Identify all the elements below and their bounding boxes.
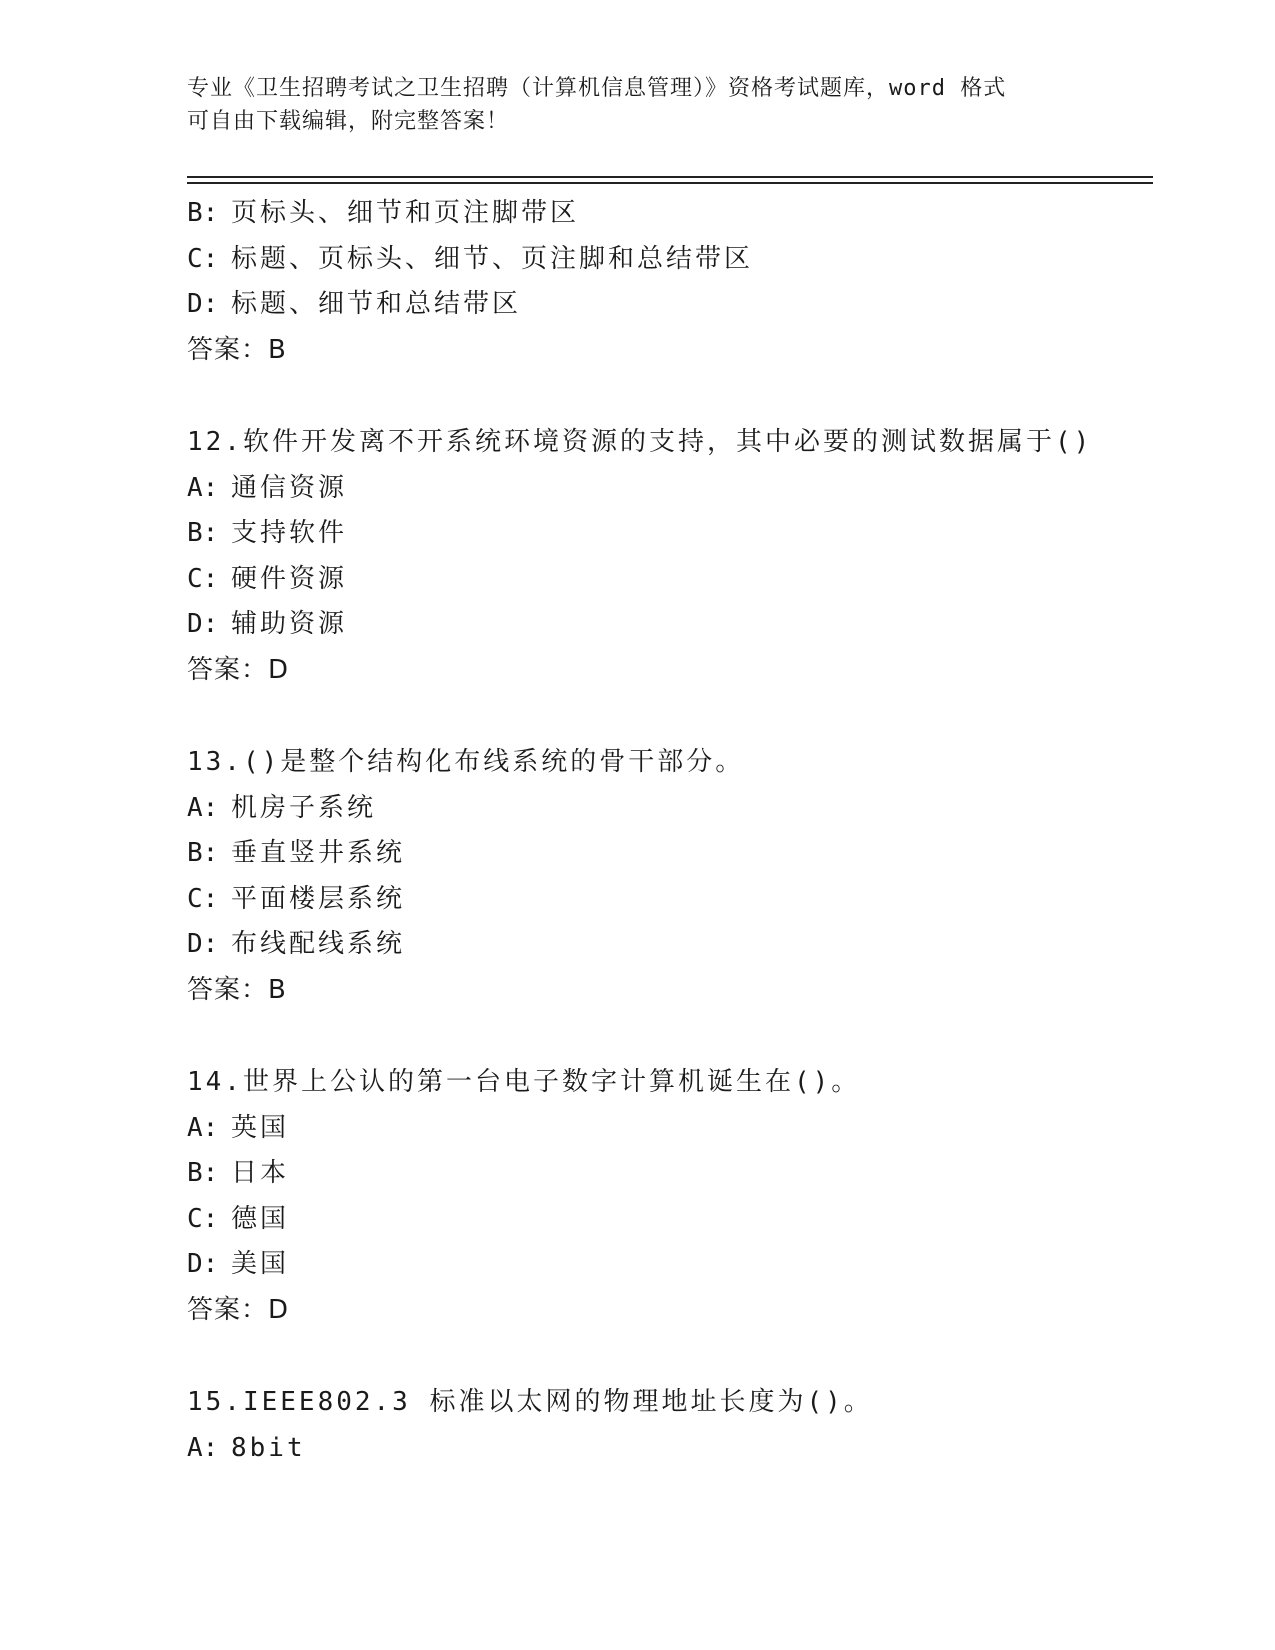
option-d — [187, 282, 1153, 328]
option-d — [187, 1242, 1153, 1288]
question-15 — [187, 1380, 1153, 1471]
option-label: B: — [187, 838, 219, 868]
option-text: 日本 — [231, 1158, 290, 1188]
option-text: 垂直竖井系统 — [231, 838, 406, 868]
option-b — [187, 511, 1153, 557]
document-header — [187, 72, 1087, 138]
option-text: 英国 — [231, 1112, 290, 1143]
option-label: D: — [187, 289, 219, 319]
option-label: C: — [187, 883, 219, 914]
option-text: 德国 — [231, 1203, 290, 1234]
question-13 — [187, 740, 1153, 1013]
answer-line: 答案：D — [187, 654, 290, 685]
option-label: B: — [187, 1158, 219, 1188]
option-text: 支持软件 — [231, 518, 348, 548]
option-c — [187, 237, 1153, 283]
option-label: A: — [187, 472, 219, 503]
question-stem: 14.世界上公认的第一台电子数字计算机诞生在()。 — [187, 1067, 861, 1097]
option-text: 美国 — [231, 1249, 290, 1279]
option-label: D: — [187, 1249, 219, 1279]
answer-line: 答案：B — [187, 974, 287, 1005]
option-text: 机房子系统 — [231, 792, 377, 823]
header-divider-top — [187, 176, 1153, 178]
answer-line: 答案：B — [187, 334, 287, 365]
answer-line: 答案：D — [187, 1294, 290, 1325]
question-stem: 15.IEEE802.3 标准以太网的物理地址长度为()。 — [187, 1387, 873, 1417]
option-text: 页标头、细节和页注脚带区 — [231, 198, 580, 228]
option-text: 标题、细节和总结带区 — [231, 289, 522, 319]
option-c — [187, 557, 1153, 603]
option-label: A: — [187, 792, 219, 823]
option-b — [187, 1151, 1153, 1197]
option-label: C: — [187, 1203, 219, 1234]
option-label: D: — [187, 929, 219, 959]
option-b — [187, 831, 1153, 877]
option-text: 标题、页标头、细节、页注脚和总结带区 — [231, 243, 754, 274]
header-divider-bottom — [187, 182, 1153, 184]
option-text: 硬件资源 — [231, 563, 348, 594]
question-14 — [187, 1060, 1153, 1333]
option-a — [187, 1426, 1153, 1472]
option-a — [187, 1106, 1153, 1152]
option-text: 辅助资源 — [231, 609, 348, 639]
option-label: B: — [187, 198, 219, 228]
header-line-1: 专业《卫生招聘考试之卫生招聘（计算机信息管理）》资格考试题库，word 格式 — [187, 76, 1007, 101]
question-12 — [187, 420, 1153, 693]
option-label: A: — [187, 1112, 219, 1143]
option-b — [187, 191, 1153, 237]
option-a — [187, 786, 1153, 832]
option-label: D: — [187, 609, 219, 639]
option-label: C: — [187, 243, 219, 274]
question-stem: 13.()是整个结构化布线系统的骨干部分。 — [187, 747, 745, 777]
option-label: C: — [187, 563, 219, 594]
question-11-continued — [187, 191, 1153, 373]
option-d — [187, 922, 1153, 968]
option-text: 通信资源 — [231, 472, 348, 503]
option-a — [187, 466, 1153, 512]
option-label: A: — [187, 1432, 219, 1463]
option-text: 8bit — [231, 1432, 306, 1463]
option-label: B: — [187, 518, 219, 548]
question-stem: 12.软件开发离不开系统环境资源的支持，其中必要的测试数据属于() — [187, 427, 1093, 457]
option-text: 布线配线系统 — [231, 929, 406, 959]
option-d — [187, 602, 1153, 648]
question-list — [187, 191, 1153, 1471]
option-c — [187, 1197, 1153, 1243]
option-c — [187, 877, 1153, 923]
option-text: 平面楼层系统 — [231, 883, 406, 914]
header-line-2: 可自由下载编辑，附完整答案！ — [187, 109, 510, 134]
